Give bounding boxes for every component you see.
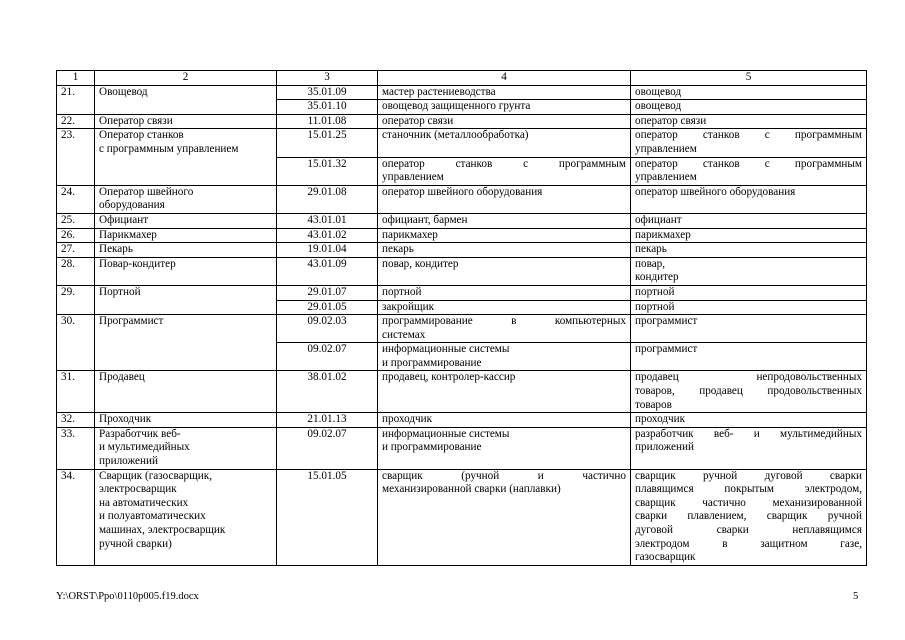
specialty-name-line: овощевод защищенного грунта bbox=[382, 100, 531, 113]
specialty-name-cell bbox=[378, 185, 631, 213]
specialty-code-cell: 43.01.01 bbox=[277, 213, 378, 228]
specialty-name-line: оператор связи bbox=[382, 114, 454, 127]
qualification-line: сварки плавлением, сварщик ручной bbox=[635, 510, 862, 523]
row-number-cell: 21. bbox=[57, 85, 95, 114]
specialty-name-cell bbox=[378, 413, 631, 428]
profession-name-line: Продавец bbox=[99, 371, 145, 384]
table-row bbox=[57, 85, 867, 100]
profession-name-line: Официант bbox=[99, 213, 149, 226]
profession-name-line: Парикмахер bbox=[99, 228, 157, 241]
qualification-cell bbox=[631, 469, 867, 565]
profession-name-cell bbox=[95, 427, 277, 469]
header-cell: 2 bbox=[95, 71, 277, 86]
table-header-row bbox=[57, 71, 867, 86]
profession-name-line: с программным управлением bbox=[99, 142, 239, 155]
table-row bbox=[57, 228, 867, 243]
qualification-line: плавящимся покрытым электродом, bbox=[635, 483, 862, 496]
qualification-cell bbox=[631, 243, 867, 258]
profession-name-line: Пекарь bbox=[99, 243, 133, 256]
qualification-line: парикмахер bbox=[635, 228, 691, 241]
qualification-line: повар, bbox=[635, 257, 666, 270]
specialty-name-cell bbox=[378, 371, 631, 413]
profession-name-cell bbox=[95, 129, 277, 185]
document-table bbox=[56, 70, 867, 566]
qualification-cell bbox=[631, 157, 867, 185]
specialty-name-cell bbox=[378, 100, 631, 115]
qualification-cell bbox=[631, 213, 867, 228]
specialty-name-line: парикмахер bbox=[382, 228, 438, 241]
specialty-name-line: оператор станков с программным bbox=[382, 157, 626, 170]
profession-name-line: машинах, электросварщик bbox=[99, 524, 226, 536]
qualification-cell bbox=[631, 100, 867, 115]
specialty-name-cell bbox=[378, 243, 631, 258]
specialty-code-cell: 43.01.09 bbox=[277, 257, 378, 285]
specialty-name-cell bbox=[378, 300, 631, 315]
qualification-line: управлением bbox=[635, 171, 697, 184]
qualification-cell bbox=[631, 315, 867, 343]
specialty-code-cell: 11.01.08 bbox=[277, 114, 378, 129]
row-number-cell: 28. bbox=[57, 257, 95, 285]
qualification-line: оператор станков с программным bbox=[635, 129, 862, 142]
row-number-cell: 30. bbox=[57, 315, 95, 371]
qualification-cell bbox=[631, 114, 867, 129]
profession-name-line: Проходчик bbox=[99, 413, 152, 426]
specialty-name-line: механизированной сварки (наплавки) bbox=[382, 483, 561, 496]
specialty-name-cell bbox=[378, 85, 631, 100]
qualification-line: оператор связи bbox=[635, 114, 707, 127]
specialty-name-line: информационные системы bbox=[382, 427, 510, 440]
profession-name-line: Портной bbox=[99, 285, 141, 298]
table-row bbox=[57, 243, 867, 258]
specialty-name-cell bbox=[378, 469, 631, 565]
specialty-code-cell: 19.01.04 bbox=[277, 243, 378, 258]
specialty-name-line: оператор швейного оборудования bbox=[382, 185, 543, 198]
profession-name-line: приложений bbox=[99, 455, 158, 468]
footer-file-path: Y:\ORST\Ppo\0110p005.f19.docx bbox=[56, 591, 199, 602]
qualification-line: газосварщик bbox=[635, 551, 696, 564]
qualification-line: пекарь bbox=[635, 243, 667, 256]
specialty-name-cell bbox=[378, 427, 631, 469]
profession-name-line: Оператор станков bbox=[99, 129, 184, 142]
specialty-name-line: портной bbox=[382, 285, 422, 298]
profession-name-line: Сварщик (газосварщик, bbox=[99, 469, 212, 482]
row-number-cell: 22. bbox=[57, 114, 95, 129]
qualification-cell bbox=[631, 427, 867, 469]
qualification-line: управлением bbox=[635, 142, 697, 155]
specialty-name-cell bbox=[378, 285, 631, 300]
profession-name-cell bbox=[95, 285, 277, 314]
qualification-line: официант bbox=[635, 213, 682, 226]
specialty-name-cell bbox=[378, 228, 631, 243]
table-row bbox=[57, 129, 867, 157]
qualification-line: дуговой сварки неплавящимся bbox=[635, 524, 862, 536]
qualification-cell bbox=[631, 85, 867, 100]
specialty-name-line: официант, бармен bbox=[382, 213, 468, 226]
table-row bbox=[57, 371, 867, 413]
specialty-name-cell bbox=[378, 315, 631, 343]
qualification-line: товаров, продавец продовольственных bbox=[635, 385, 862, 398]
qualification-line: портной bbox=[635, 300, 675, 313]
specialty-code-cell: 09.02.03 bbox=[277, 315, 378, 343]
profession-name-line: и мультимедийных bbox=[99, 441, 190, 454]
row-number-cell: 31. bbox=[57, 371, 95, 413]
specialty-name-line: проходчик bbox=[382, 413, 433, 426]
table-row bbox=[57, 257, 867, 285]
profession-name-cell bbox=[95, 85, 277, 114]
profession-name-cell bbox=[95, 371, 277, 413]
qualification-line: продавец непродовольственных bbox=[635, 371, 862, 384]
qualification-line: программист bbox=[635, 315, 698, 328]
row-number-cell: 25. bbox=[57, 213, 95, 228]
profession-name-cell bbox=[95, 114, 277, 129]
qualification-line: портной bbox=[635, 285, 675, 298]
profession-name-line: Разработчик веб- bbox=[99, 427, 181, 440]
specialty-code-cell: 29.01.05 bbox=[277, 300, 378, 315]
row-number-cell: 27. bbox=[57, 243, 95, 258]
qualification-line: овощевод bbox=[635, 85, 682, 98]
profession-name-line: Оператор связи bbox=[99, 114, 173, 127]
profession-name-line: оборудования bbox=[99, 199, 165, 212]
qualification-cell bbox=[631, 129, 867, 157]
specialty-name-cell bbox=[378, 343, 631, 371]
qualification-cell bbox=[631, 371, 867, 413]
table-row bbox=[57, 285, 867, 300]
specialty-name-line: закройщик bbox=[382, 300, 435, 313]
specialty-name-cell bbox=[378, 129, 631, 157]
qualification-line: сварщик частично механизированной bbox=[635, 496, 862, 509]
specialty-code-cell: 21.01.13 bbox=[277, 413, 378, 428]
profession-name-cell bbox=[95, 228, 277, 243]
specialty-name-line: повар, кондитер bbox=[382, 257, 459, 270]
qualification-cell bbox=[631, 285, 867, 300]
specialty-code-cell: 15.01.25 bbox=[277, 129, 378, 157]
qualification-line: электродом в защитном газе, bbox=[635, 537, 862, 550]
profession-name-line: электросварщик bbox=[99, 483, 177, 496]
qualification-line: оператор станков с программным bbox=[635, 157, 862, 170]
qualification-cell bbox=[631, 257, 867, 285]
profession-name-line: ручной сварки) bbox=[99, 537, 172, 550]
profession-name-line: и полуавтоматических bbox=[99, 510, 206, 523]
qualification-line: программист bbox=[635, 343, 698, 356]
profession-name-cell bbox=[95, 185, 277, 213]
row-number-cell: 23. bbox=[57, 129, 95, 185]
profession-name-cell bbox=[95, 243, 277, 258]
specialty-code-cell: 09.02.07 bbox=[277, 343, 378, 371]
qualification-cell bbox=[631, 343, 867, 371]
profession-name-cell bbox=[95, 315, 277, 371]
specialty-name-line: системах bbox=[382, 328, 426, 341]
specialty-code-cell: 35.01.10 bbox=[277, 100, 378, 115]
qualification-line: оператор швейного оборудования bbox=[635, 185, 796, 198]
qualification-line: кондитер bbox=[635, 271, 679, 284]
specialty-name-line: информационные системы bbox=[382, 343, 510, 356]
header-cell: 1 bbox=[57, 71, 95, 86]
profession-name-cell bbox=[95, 469, 277, 565]
specialty-name-line: и программирование bbox=[382, 441, 482, 454]
specialty-name-line: управлением bbox=[382, 171, 444, 184]
specialty-code-cell: 43.01.02 bbox=[277, 228, 378, 243]
profession-name-line: Оператор швейного bbox=[99, 185, 194, 198]
profession-name-line: Программист bbox=[99, 315, 164, 328]
table-row bbox=[57, 185, 867, 213]
specialty-name-line: программирование в компьютерных bbox=[382, 315, 626, 328]
qualification-cell bbox=[631, 185, 867, 213]
table-row bbox=[57, 213, 867, 228]
row-number-cell: 26. bbox=[57, 228, 95, 243]
specialty-code-cell: 15.01.05 bbox=[277, 469, 378, 565]
table-row bbox=[57, 315, 867, 343]
specialty-name-cell bbox=[378, 114, 631, 129]
specialty-name-cell bbox=[378, 157, 631, 185]
specialty-code-cell: 09.02.07 bbox=[277, 427, 378, 469]
row-number-cell: 32. bbox=[57, 413, 95, 428]
specialty-code-cell: 35.01.09 bbox=[277, 85, 378, 100]
qualification-line: овощевод bbox=[635, 100, 682, 113]
specialty-code-cell: 38.01.02 bbox=[277, 371, 378, 413]
table-row bbox=[57, 413, 867, 428]
specialty-name-line: и программирование bbox=[382, 356, 482, 369]
row-number-cell: 24. bbox=[57, 185, 95, 213]
qualification-line: приложений bbox=[635, 441, 694, 454]
qualification-line: сварщик ручной дуговой сварки bbox=[635, 469, 862, 482]
table-row bbox=[57, 427, 867, 469]
profession-name-line: Повар-кондитер bbox=[99, 257, 176, 270]
header-cell: 3 bbox=[277, 71, 378, 86]
qualification-cell bbox=[631, 413, 867, 428]
profession-name-line: на автоматических bbox=[99, 496, 189, 509]
row-number-cell: 29. bbox=[57, 285, 95, 314]
profession-name-cell bbox=[95, 257, 277, 285]
header-cell: 5 bbox=[631, 71, 867, 86]
qualification-line: товаров bbox=[635, 398, 672, 411]
specialty-name-line: пекарь bbox=[382, 243, 414, 256]
specialty-code-cell: 15.01.32 bbox=[277, 157, 378, 185]
qualification-cell bbox=[631, 300, 867, 315]
profession-name-cell bbox=[95, 213, 277, 228]
specialty-name-line: мастер растениеводства bbox=[382, 85, 496, 98]
row-number-cell: 33. bbox=[57, 427, 95, 469]
specialty-code-cell: 29.01.07 bbox=[277, 285, 378, 300]
qualification-line: разработчик веб- и мультимедийных bbox=[635, 427, 862, 440]
specialty-name-line: сварщик (ручной и частично bbox=[382, 469, 626, 482]
profession-name-line: Овощевод bbox=[99, 85, 148, 98]
specialty-code-cell: 29.01.08 bbox=[277, 185, 378, 213]
table-row bbox=[57, 114, 867, 129]
specialty-name-cell bbox=[378, 213, 631, 228]
specialty-name-cell bbox=[378, 257, 631, 285]
page-number: 5 bbox=[853, 591, 859, 602]
row-number-cell: 34. bbox=[57, 469, 95, 565]
profession-name-cell bbox=[95, 413, 277, 428]
table-row bbox=[57, 469, 867, 565]
header-cell: 4 bbox=[378, 71, 631, 86]
qualification-cell bbox=[631, 228, 867, 243]
specialty-name-line: станочник (металлообработка) bbox=[382, 129, 529, 142]
specialty-name-line: продавец, контролер-кассир bbox=[382, 371, 516, 384]
qualification-line: проходчик bbox=[635, 413, 686, 426]
